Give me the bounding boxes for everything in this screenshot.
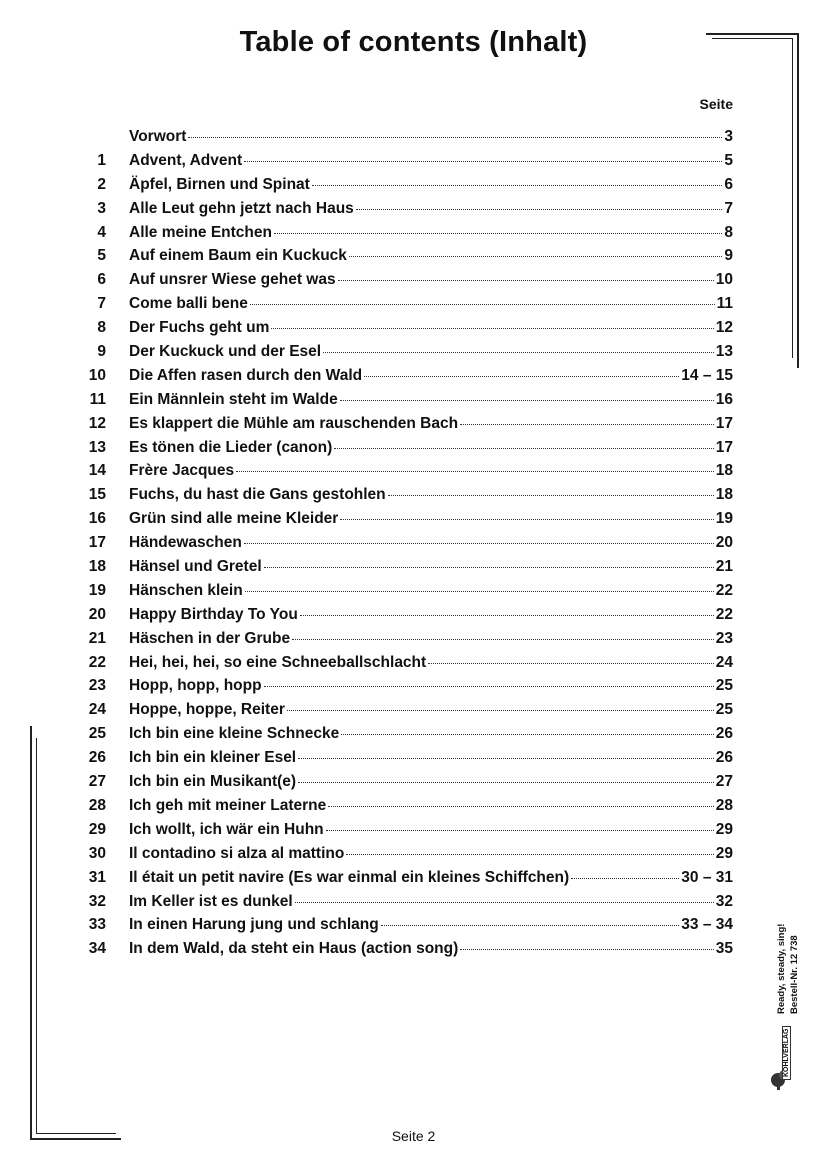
toc-entry-page: 17	[715, 414, 733, 432]
toc-entry-number: 7	[97, 295, 106, 313]
toc-entry-number: 2	[97, 175, 106, 193]
toc-dot-leader	[287, 710, 714, 711]
toc-entry-title: Die Affen rasen durch den Wald	[129, 366, 363, 384]
toc-entry-page: 22	[715, 605, 733, 623]
toc-dot-leader	[341, 734, 714, 735]
toc-entry	[80, 845, 733, 869]
toc-entry-number: 5	[97, 247, 106, 265]
toc-entry-page: 7	[724, 199, 733, 217]
product-label	[770, 908, 810, 1018]
toc-entry-title: Ich wollt, ich wär ein Huhn	[129, 820, 324, 838]
toc-entry-title: In dem Wald, da steht ein Haus (action song)	[129, 940, 459, 958]
toc-entry-page: 18	[715, 462, 733, 480]
toc-entry	[80, 916, 733, 940]
toc-dot-leader	[298, 782, 714, 783]
toc-entry	[80, 200, 733, 224]
toc-entry-number: 12	[88, 414, 106, 432]
toc-entry-page: 18	[715, 486, 733, 504]
toc-entry	[80, 797, 733, 821]
toc-entry-page: 10	[715, 271, 733, 289]
toc-entry-page: 29	[715, 820, 733, 838]
toc-entry-title: Ein Männlein steht im Walde	[129, 390, 338, 408]
toc-entry-title: Vorwort	[129, 128, 187, 145]
toc-entry-title: Come balli bene	[129, 295, 248, 313]
toc-dot-leader	[312, 185, 723, 186]
toc-entry-number: 23	[88, 677, 106, 695]
toc-dot-leader	[381, 925, 680, 926]
toc-entry-title: Hänschen klein	[129, 581, 243, 599]
toc-dot-leader	[323, 352, 714, 353]
toc-dot-leader	[250, 304, 715, 305]
toc-entry-page: 13	[715, 343, 733, 361]
toc-entry-page: 22	[715, 581, 733, 599]
toc-entry	[80, 486, 733, 510]
toc-entry-page: 9	[724, 247, 733, 265]
toc-dot-leader	[295, 902, 714, 903]
toc-entry-page: 29	[715, 844, 733, 862]
toc-entry-number: 4	[97, 223, 106, 241]
toc-entry-title: Hopp, hopp, hopp	[129, 677, 262, 695]
toc-entry-title: Auf unsrer Wiese gehet was	[129, 271, 336, 289]
toc-entry-number: 25	[88, 725, 106, 743]
toc-entry	[80, 582, 733, 606]
toc-dot-leader	[298, 758, 714, 759]
frame-line-top-right-v2	[792, 38, 793, 358]
toc-entry-page: 24	[715, 653, 733, 671]
toc-dot-leader	[236, 471, 714, 472]
toc-dot-leader	[244, 543, 714, 544]
toc-entry	[80, 152, 733, 176]
toc-dot-leader	[274, 233, 722, 234]
toc-entry	[80, 893, 733, 917]
frame-line-top-right-h	[706, 33, 798, 35]
frame-line-bottom-left-v	[30, 726, 32, 1139]
toc-entry	[80, 176, 733, 200]
toc-entry-title: Hänsel und Gretel	[129, 558, 262, 576]
toc-entry	[80, 725, 733, 749]
toc-entry-number: 32	[88, 892, 106, 910]
toc-entry	[80, 224, 733, 248]
toc-entry-title: Ich bin ein Musikant(e)	[129, 773, 297, 791]
toc-entry	[80, 534, 733, 558]
toc-entry	[80, 749, 733, 773]
page-title: Table of contents (Inhalt)	[239, 26, 588, 58]
toc-entry-title: Alle Leut gehn jetzt nach Haus	[129, 199, 354, 217]
toc-entry	[80, 271, 733, 295]
toc-entry-title: Ich bin ein kleiner Esel	[129, 749, 297, 767]
toc-entry	[80, 654, 733, 678]
toc-entry-title: Äpfel, Birnen und Spinat	[129, 175, 310, 193]
toc-entry-number: 30	[88, 844, 106, 862]
toc-dot-leader	[188, 137, 722, 138]
toc-dot-leader	[428, 663, 714, 664]
toc-dot-leader	[328, 806, 714, 807]
toc-entry	[80, 319, 733, 343]
toc-entry-page: 26	[715, 749, 733, 767]
toc-entry-page: 6	[724, 175, 733, 193]
toc-entry-number: 15	[88, 486, 106, 504]
toc-entry-page: 3	[724, 128, 733, 145]
frame-line-top-right-v	[797, 33, 799, 368]
toc-entry-number: 19	[88, 581, 106, 599]
toc-entry-number: 1	[97, 151, 106, 169]
toc-entry-page: 8	[724, 223, 733, 241]
toc-entry-page: 16	[715, 390, 733, 408]
toc-entry-number: 3	[97, 199, 106, 217]
toc-entry-page: 30 – 31	[681, 868, 733, 886]
toc-entry-number: 18	[88, 558, 106, 576]
order-number: Bestell-Nr. 12 738	[789, 935, 800, 1014]
toc-entry-number: 8	[97, 319, 106, 337]
toc-entry-page: 21	[715, 558, 733, 576]
publisher-name: KOHLVERLAG	[782, 1026, 791, 1080]
toc-entry-title: Händewaschen	[129, 534, 242, 552]
toc-entry-number: 10	[88, 366, 106, 384]
toc-dot-leader	[460, 949, 713, 950]
toc-dot-leader	[326, 830, 714, 831]
toc-entry-title: Fuchs, du hast die Gans gestohlen	[129, 486, 386, 504]
toc-entry	[80, 869, 733, 893]
toc-entry-page: 25	[715, 701, 733, 719]
toc-dot-leader	[271, 328, 713, 329]
toc-entry-page: 5	[724, 151, 733, 169]
toc-entry-page: 32	[715, 892, 733, 910]
toc-entry-page: 27	[715, 773, 733, 791]
toc-entry-title: Alle meine Entchen	[129, 223, 272, 241]
toc-entry	[80, 773, 733, 797]
toc-entry-title: Auf einem Baum ein Kuckuck	[129, 247, 347, 265]
toc-entry-number: 24	[88, 701, 106, 719]
toc-entry	[80, 821, 733, 845]
toc-entry-title: Il contadino si alza al mattino	[129, 844, 345, 862]
toc-entry-title: Häschen in der Grube	[129, 629, 291, 647]
toc-entry-title: Grün sind alle meine Kleider	[129, 510, 339, 528]
toc-entry-number: 13	[88, 438, 106, 456]
toc-entry	[80, 367, 733, 391]
toc-entry-number: 6	[97, 271, 106, 289]
toc-entry-title: Der Kuckuck und der Esel	[129, 343, 322, 361]
toc-entry-title: Der Fuchs geht um	[129, 319, 270, 337]
toc-entry-title: Es klappert die Mühle am rauschenden Bach	[129, 414, 459, 432]
toc-entry-page: 17	[715, 438, 733, 456]
toc-entry-title: Ich bin eine kleine Schnecke	[129, 725, 340, 743]
toc-entry-page: 35	[715, 940, 733, 958]
toc-entry-page: 23	[715, 629, 733, 647]
toc-entry-title: Il était un petit navire (Es war einmal ein kleines Schiffchen)	[129, 868, 570, 886]
toc-entry	[80, 439, 733, 463]
toc-entry-page: 25	[715, 677, 733, 695]
toc-entry	[80, 295, 733, 319]
toc-entry-title: Es tönen die Lieder (canon)	[129, 438, 333, 456]
toc-entry-number: 20	[88, 605, 106, 623]
toc-entry	[80, 247, 733, 271]
toc-entry	[80, 630, 733, 654]
toc-entry-page: 11	[716, 295, 733, 313]
toc-entry-title: Im Keller ist es dunkel	[129, 892, 293, 910]
toc-dot-leader	[334, 448, 714, 449]
toc-entry-title: Frère Jacques	[129, 462, 235, 480]
toc-entry-page: 19	[715, 510, 733, 528]
toc-entry-page: 14 – 15	[681, 366, 733, 384]
toc-entry-page: 20	[715, 534, 733, 552]
toc-entry-title: Happy Birthday To You	[129, 605, 298, 623]
page-number-footer: Seite 2	[391, 1128, 436, 1144]
toc-entry	[80, 606, 733, 630]
toc-entry-number: 28	[88, 796, 106, 814]
toc-entry	[80, 701, 733, 725]
toc-entry-page: 12	[715, 319, 733, 337]
toc-dot-leader	[349, 256, 722, 257]
toc-dot-leader	[292, 639, 714, 640]
toc-dot-leader	[300, 615, 714, 616]
page-column-label: Seite	[699, 96, 733, 112]
toc-entry-number: 14	[88, 462, 106, 480]
toc-dot-leader	[338, 280, 714, 281]
toc-dot-leader	[388, 495, 714, 496]
frame-line-top-right-h2	[712, 38, 793, 39]
toc-entry-title: Hei, hei, hei, so eine Schneeballschlacht	[129, 653, 427, 671]
toc-dot-leader	[245, 591, 714, 592]
toc-entry-number: 26	[88, 749, 106, 767]
toc-entry	[80, 391, 733, 415]
toc-dot-leader	[244, 161, 722, 162]
toc-entry-title: Advent, Advent	[129, 151, 243, 169]
toc-entry-number: 22	[88, 653, 106, 671]
toc-entry	[80, 510, 733, 534]
toc-entry	[80, 940, 733, 964]
toc-entry-page: 33 – 34	[681, 916, 733, 934]
toc-dot-leader	[340, 519, 713, 520]
toc-entry-title: Hoppe, hoppe, Reiter	[129, 701, 285, 719]
toc-entry-page: 28	[715, 796, 733, 814]
toc-dot-leader	[571, 878, 679, 879]
toc-entry-number: 9	[97, 343, 106, 361]
toc-entry	[80, 415, 733, 439]
toc-entry	[80, 677, 733, 701]
table-of-contents	[80, 128, 733, 964]
toc-entry-number: 29	[88, 820, 106, 838]
toc-dot-leader	[460, 424, 714, 425]
toc-dot-leader	[264, 567, 714, 568]
toc-dot-leader	[364, 376, 679, 377]
toc-dot-leader	[356, 209, 723, 210]
toc-entry-number: 16	[88, 510, 106, 528]
toc-entry-number: 33	[88, 916, 106, 934]
toc-entry-page: 26	[715, 725, 733, 743]
toc-entry-number: 11	[89, 390, 106, 408]
toc-dot-leader	[346, 854, 713, 855]
toc-entry	[80, 558, 733, 582]
toc-entry	[80, 128, 733, 152]
toc-dot-leader	[340, 400, 714, 401]
toc-entry	[80, 462, 733, 486]
toc-entry-number: 27	[88, 773, 106, 791]
toc-entry-title: In einen Harung jung und schlang	[129, 916, 379, 934]
toc-entry-number: 31	[88, 868, 106, 886]
toc-entry	[80, 343, 733, 367]
toc-entry-number: 17	[88, 534, 106, 552]
toc-entry-number: 34	[88, 940, 106, 958]
toc-entry-number: 21	[88, 629, 106, 647]
frame-line-bottom-left-v2	[36, 738, 37, 1134]
toc-entry-title: Ich geh mit meiner Laterne	[129, 796, 327, 814]
product-title: Ready, steady, sing!	[776, 923, 787, 1014]
toc-dot-leader	[264, 686, 714, 687]
